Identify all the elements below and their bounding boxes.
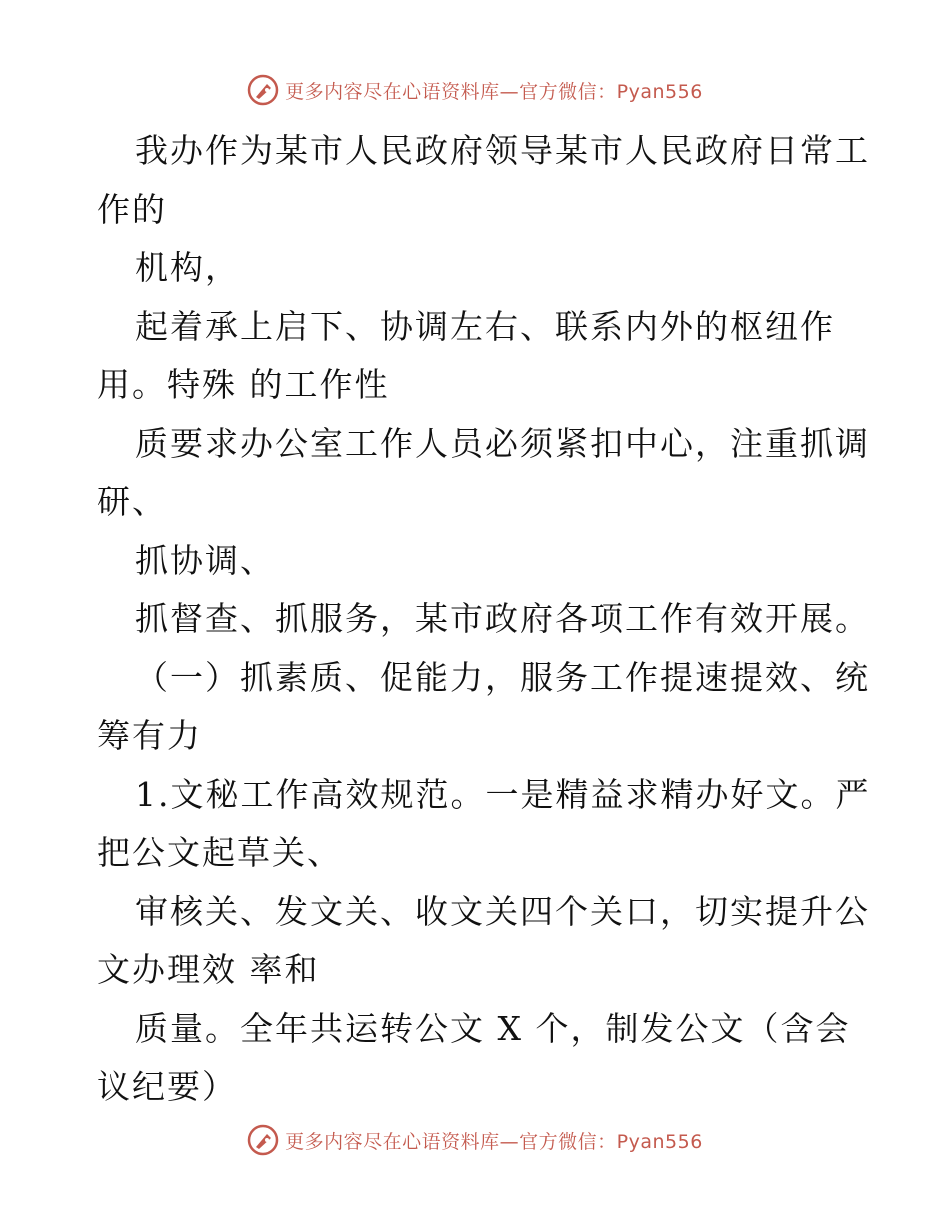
text-line: 审核关、发文关、收文关四个关口，切实提升公 [135, 891, 870, 931]
footer-banner-text: 更多内容尽在心语资料库—官方微信：Pyan556 [285, 1130, 703, 1153]
header-banner [0, 70, 950, 110]
text-line: 1.文秘工作高效规范。一是精益求精办好文。严 [135, 774, 871, 814]
text-line: 把公文起草关、 [97, 833, 342, 872]
header-banner-text: 更多内容尽在心语资料库—官方微信：Pyan556 [285, 80, 703, 103]
text-line: 抓督查、抓服务，某市政府各项工作有效开展。 [135, 599, 870, 638]
text-line: 筹有力 [97, 716, 202, 755]
footer-banner [0, 1120, 950, 1160]
text-line: 文办理效 率和 [97, 950, 320, 989]
pen-nib-logo-icon [247, 74, 279, 106]
document-body [97, 122, 871, 1117]
text-line: （一）抓素质、促能力，服务工作提速提效、统 [135, 657, 870, 697]
text-line: 用。特殊 的工作性 [97, 365, 390, 404]
text-line: 议纪要） [97, 1067, 237, 1106]
text-line: 质量。全年共运转公文 X 个，制发公文（含会 [135, 1008, 851, 1048]
pen-nib-logo-icon [247, 1124, 279, 1156]
text-line: 抓协调、 [135, 540, 275, 580]
text-line: 作的 [97, 189, 167, 229]
text-line: 我办作为某市人民政府领导某市人民政府日常工 [135, 131, 870, 170]
text-line: 机构， [135, 248, 240, 287]
text-line: 质要求办公室工作人员必须紧扣中心，注重抓调 [135, 423, 870, 463]
text-line: 起着承上启下、协调左右、联系内外的枢纽作 [135, 306, 835, 346]
text-line: 研、 [97, 482, 167, 521]
